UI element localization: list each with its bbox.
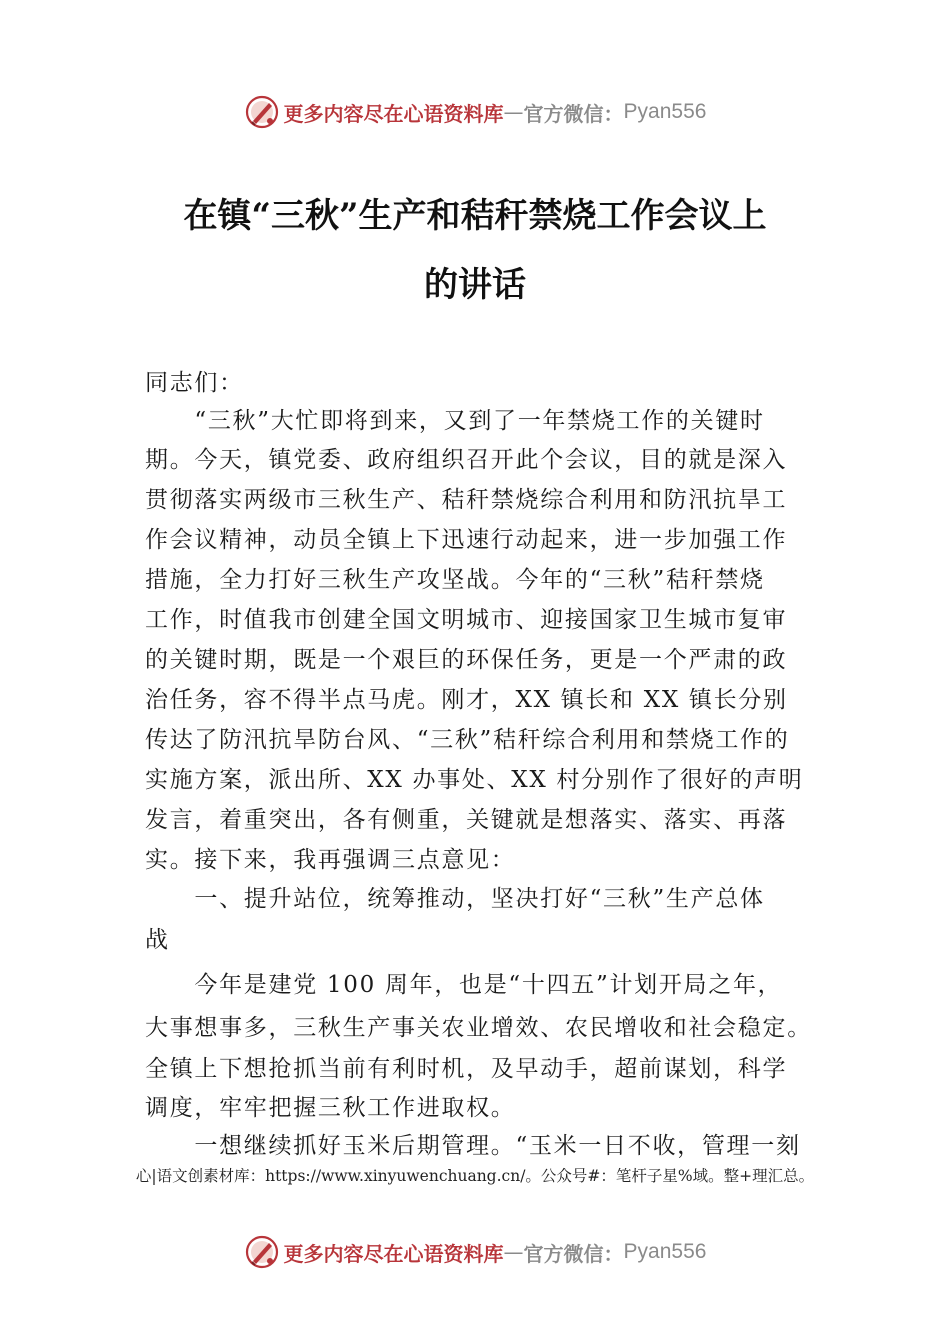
document-title-line-1: 在镇“三秋”生产和秸秆禁烧工作会议上 xyxy=(183,196,767,236)
body-line: 全镇上下想抢抓当前有利时机，及早动手，超前谋划，科学 xyxy=(145,1056,788,1082)
banner-red-text: 更多内容尽在心语资料库 xyxy=(283,1241,504,1266)
body-line: 治任务，容不得半点马虎。刚才，XX 镇长和 XX 镇长分别 xyxy=(145,687,788,713)
footer-banner xyxy=(0,1232,950,1272)
pen-seal-icon xyxy=(244,1234,280,1270)
body-line: 传达了防汛抗旱防台风、“三秋”秸秆综合利用和禁烧工作的 xyxy=(145,727,790,753)
body-line: 同志们： xyxy=(145,370,244,396)
banner-gray-text: 官方微信： xyxy=(523,1241,624,1266)
source-footnote: 心|语文创素材库：https://www.xinyuwenchuang.cn/。公众号#：笔杆子星%域。整+理汇总。 xyxy=(135,1167,815,1185)
body-line: 作会议精神，动员全镇上下迅速行动起来，进一步加强工作 xyxy=(145,527,788,553)
body-line: 贯彻落实两级市三秋生产、秸秆禁烧综合利用和防汛抗旱工 xyxy=(145,487,788,513)
body-line: 发言，着重突出，各有侧重，关键就是想落实、落实、再落 xyxy=(145,807,788,833)
banner-wechat-id: Pyan556 xyxy=(623,1240,707,1263)
document-title-line-2: 的讲话 xyxy=(424,265,526,305)
body-line: 期。今天，镇党委、政府组织召开此个会议，目的就是深入 xyxy=(145,447,788,473)
banner-gray-text: 官方微信： xyxy=(523,101,624,126)
body-line: 一想继续抓好玉米后期管理。“玉米一日不收，管理一刻 xyxy=(145,1133,801,1159)
body-line: 一、提升站位，统筹推动，坚决打好“三秋”生产总体 xyxy=(145,886,765,912)
body-line: 措施，全力打好三秋生产攻坚战。今年的“三秋”秸秆禁烧 xyxy=(145,567,765,593)
body-line: 战 xyxy=(145,927,170,953)
body-line: 实。接下来，我再强调三点意见： xyxy=(145,847,516,873)
body-line: 实施方案，派出所、XX 办事处、XX 村分别作了很好的声明 xyxy=(145,767,804,793)
body-line: 今年是建党 100 周年，也是“十四五”计划开局之年， xyxy=(145,972,783,998)
body-line: 的关键时期，既是一个艰巨的环保任务，更是一个严肃的政 xyxy=(145,647,788,673)
pen-seal-icon xyxy=(244,94,280,130)
banner-separator: — xyxy=(503,100,524,124)
body-line: 大事想事多，三秋生产事关农业增效、农民增收和社会稳定。 xyxy=(145,1015,812,1041)
body-line: 调度，牢牢把握三秋工作进取权。 xyxy=(145,1095,516,1121)
body-line: 工作，时值我市创建全国文明城市、迎接国家卫生城市复审 xyxy=(145,607,788,633)
banner-separator: — xyxy=(503,1240,524,1264)
header-banner xyxy=(0,92,950,132)
banner-wechat-id: Pyan556 xyxy=(623,100,707,123)
body-line: “三秋”大忙即将到来，又到了一年禁烧工作的关键时 xyxy=(145,408,765,434)
banner-red-text: 更多内容尽在心语资料库 xyxy=(283,101,504,126)
